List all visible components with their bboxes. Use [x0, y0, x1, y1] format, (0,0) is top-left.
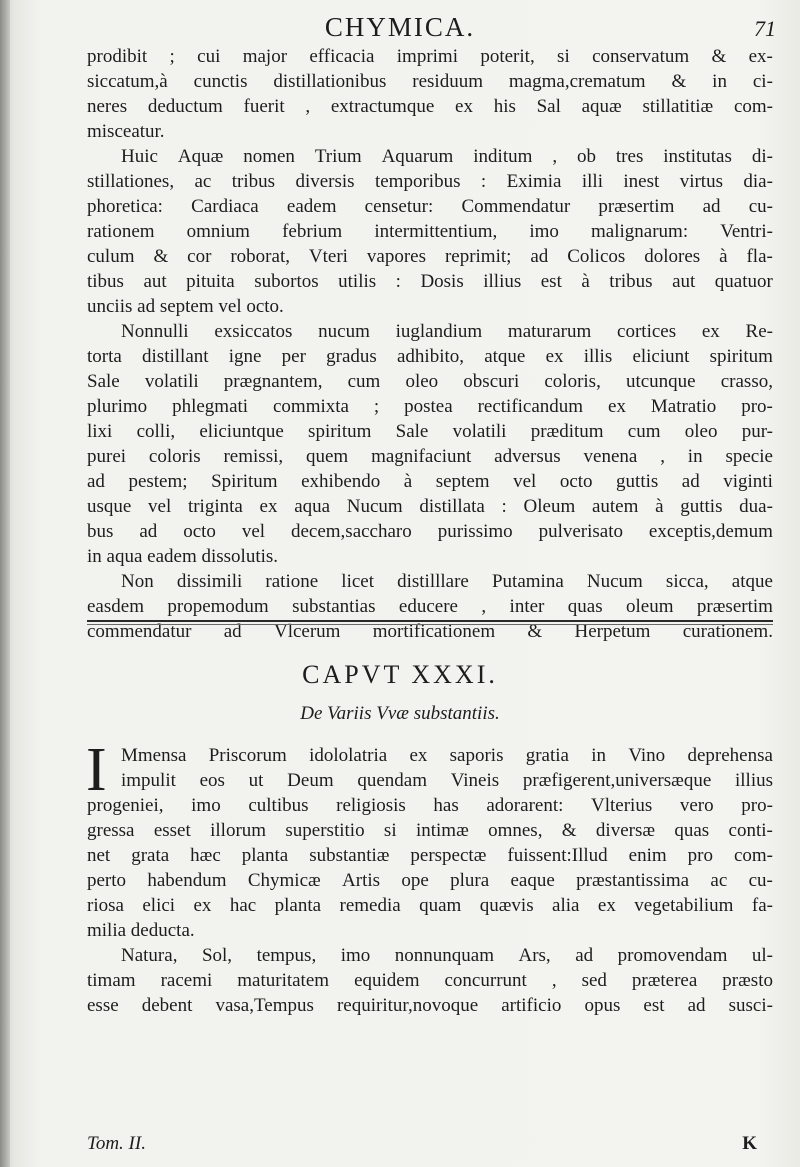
- page-number: 71: [754, 16, 776, 41]
- text-line: siccatum,à cunctis distillationibus residuum magma,crematum & in ci-: [87, 71, 773, 92]
- text-line: Nonnulli exsiccatos nucum iuglandium maturarum cortices ex Re-: [121, 321, 773, 342]
- text-line: neres deductum fuerit , extractumque ex his Sal aquæ stillatitiæ com-: [87, 96, 773, 117]
- text-line: prodibit ; cui major efficacia imprimi poterit, si conservatum & ex-: [87, 46, 773, 67]
- text-line: tibus aut pituita subortos utilis : Dosis illius est à tribus aut quatuor: [87, 271, 773, 292]
- catchword: K: [742, 1133, 757, 1154]
- running-head-title: CHYMICA.: [324, 12, 476, 42]
- text-line: in aqua eadem dissolutis.: [87, 546, 279, 567]
- text-line: gressa esset illorum superstitio si intimæ omnes, & diversæ quas conti-: [87, 820, 773, 841]
- text-line: rationem omnium febrium intermittentium, imo malignarum: Ventri-: [87, 221, 773, 242]
- chapter-divider-rule: [87, 620, 773, 622]
- text-line: Sale volatili prægnantem, cum oleo obscuri coloris, utcunque crasso,: [87, 371, 773, 392]
- text-line: culum & cor roborat, Vteri vapores reprimit; ad Colicos dolores à fla-: [87, 246, 773, 267]
- text-line: easdem propemodum substantias educere , inter quas oleum præsertim: [87, 596, 773, 617]
- text-line: lixi colli, eliciuntque spiritum Sale volatili præditum cum oleo pur-: [87, 421, 773, 442]
- text-line: Natura, Sol, tempus, imo nonnunquam Ars, ad promovendam ul-: [121, 945, 773, 966]
- text-line: purei coloris remissi, quem magnifaciunt adversus venena , in specie: [87, 446, 773, 467]
- text-line: progeniei, imo cultibus religiosis has adorarent: Vlterius vero pro-: [87, 795, 773, 816]
- signature-mark: Tom. II.: [87, 1133, 146, 1154]
- text-line: perto habendum Chymicæ Artis ope plura eaque præstantissima ac cu-: [87, 870, 773, 891]
- text-line: Mmensa Priscorum idololatria ex saporis gratia in Vino deprehensa: [121, 745, 773, 766]
- body-text-continued: [87, 44, 773, 644]
- text-line: torta distillant igne per gradus adhibito, atque ex illis eliciunt spiritum: [87, 346, 773, 367]
- text-line: impulit eos ut Deum quendam Vineis præfigerent,universæque illius: [121, 770, 773, 791]
- text-line: Huic Aquæ nomen Trium Aquarum inditum , ob tres institutas di-: [121, 146, 773, 167]
- text-line: commendatur ad Vlcerum mortificationem & Herpetum curationem.: [87, 621, 773, 642]
- page-binding-shadow: [0, 0, 10, 1167]
- text-line: unciis ad septem vel octo.: [87, 296, 284, 317]
- text-line: milia deducta.: [87, 920, 195, 941]
- text-line: timam racemi maturitatem equidem concurrunt , sed præterea præsto: [87, 970, 773, 991]
- text-line: riosa elici ex hac planta remedia quam quævis alia ex vegetabilium fa-: [87, 895, 773, 916]
- text-line: misceatur.: [87, 121, 165, 142]
- text-line: stillationes, ac tribus diversis temporibus : Eximia illi inest virtus dia-: [87, 171, 773, 192]
- chapter-divider-rule-thin: [87, 624, 773, 625]
- text-line: Non dissimili ratione licet distilllare Putamina Nucum sicca, atque: [121, 571, 773, 592]
- text-line: usque vel triginta ex aqua Nucum distillata : Oleum autem à guttis dua-: [87, 496, 773, 517]
- text-line: esse debent vasa,Tempus requiritur,novoque artificio opus est ad susci-: [87, 995, 773, 1016]
- chapter-heading: CAPVT XXXI.: [302, 660, 498, 689]
- text-line: net grata hæc planta substantiæ perspectæ fuissent:Illud enim pro com-: [87, 845, 773, 866]
- text-line: ad pestem; Spiritum exhibendo à septem vel octo guttis ad viginti: [87, 471, 773, 492]
- body-text-chapter: [86, 736, 773, 1018]
- drop-capital: I: [86, 736, 107, 804]
- text-line: phoretica: Cardiaca eadem censetur: Commendatur præsertim ad cu-: [87, 196, 773, 217]
- chapter-subtitle: De Variis Vvæ substantiis.: [300, 703, 500, 724]
- page-footer: [87, 1133, 773, 1159]
- running-head: [0, 6, 800, 46]
- text-line: plurimo phlegmati commixta ; postea rectificandum ex Matratio pro-: [87, 396, 773, 417]
- text-line: bus ad octo vel decem,saccharo purissimo pulverisato exceptis,demum: [87, 521, 773, 542]
